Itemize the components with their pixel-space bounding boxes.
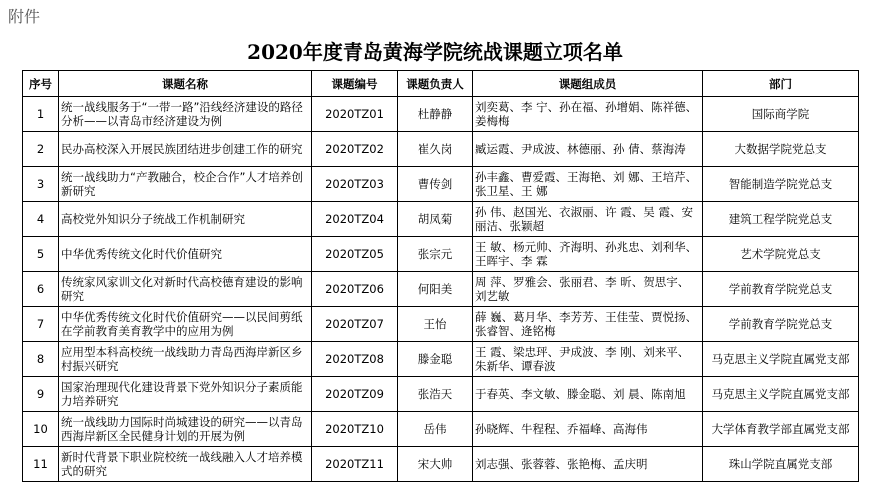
table-row <box>23 342 859 377</box>
cell-project-code: 2020TZ09 <box>312 377 398 412</box>
cell-project-name: 国家治理现代化建设背景下党外知识分子素质能力培养研究 <box>59 377 312 412</box>
header-project-code: 课题编号 <box>312 71 398 97</box>
cell-leader: 杜静静 <box>398 97 473 132</box>
table-row <box>23 377 859 412</box>
cell-project-name: 中华优秀传统文化时代价值研究 <box>59 237 312 272</box>
cell-members: 孙 伟、赵国光、衣淑丽、许 霞、吴 霞、安丽洁、张颖超 <box>473 202 703 237</box>
page-title: 2020年度青岛黄海学院统战课题立项名单 <box>247 40 623 64</box>
cell-project-name: 民办高校深入开展民族团结进步创建工作的研究 <box>59 132 312 167</box>
cell-project-name: 统一战线助力国际时尚城建设的研究——以青岛西海岸新区全民健身计划的开展为例 <box>59 412 312 447</box>
cell-members: 周 萍、罗雅会、张丽君、李 昕、贺思宇、刘艺敏 <box>473 272 703 307</box>
cell-members: 王 敏、杨元帅、齐海明、孙兆忠、刘利华、王晖宇、李 霖 <box>473 237 703 272</box>
cell-number: 10 <box>23 412 59 447</box>
cell-project-code: 2020TZ04 <box>312 202 398 237</box>
cell-number: 8 <box>23 342 59 377</box>
cell-number: 9 <box>23 377 59 412</box>
cell-project-name: 统一战线助力“产教融合，校企合作”人才培养创新研究 <box>59 167 312 202</box>
cell-leader: 滕金聪 <box>398 342 473 377</box>
table-header-row <box>23 71 859 97</box>
cell-leader: 何阳美 <box>398 272 473 307</box>
cell-leader: 岳伟 <box>398 412 473 447</box>
cell-department: 建筑工程学院党总支 <box>703 202 859 237</box>
cell-members: 于春英、李文敏、滕金聪、刘 晨、陈南旭 <box>473 377 703 412</box>
header-leader: 课题负责人 <box>398 71 473 97</box>
cell-department: 国际商学院 <box>703 97 859 132</box>
header-number: 序号 <box>23 71 59 97</box>
cell-department: 珠山学院直属党支部 <box>703 447 859 482</box>
cell-department: 马克思主义学院直属党支部 <box>703 377 859 412</box>
cell-department: 智能制造学院党总支 <box>703 167 859 202</box>
cell-number: 4 <box>23 202 59 237</box>
cell-project-code: 2020TZ07 <box>312 307 398 342</box>
cell-project-code: 2020TZ02 <box>312 132 398 167</box>
table-row <box>23 97 859 132</box>
cell-project-code: 2020TZ11 <box>312 447 398 482</box>
cell-department: 学前教育学院党总支 <box>703 307 859 342</box>
project-table <box>22 70 859 482</box>
table-row <box>23 447 859 482</box>
cell-project-name: 中华优秀传统文化时代价值研究——以民间剪纸在学前教育美育教学中的应用为例 <box>59 307 312 342</box>
header-department: 部门 <box>703 71 859 97</box>
cell-number: 6 <box>23 272 59 307</box>
cell-department: 艺术学院党总支 <box>703 237 859 272</box>
cell-leader: 张宗元 <box>398 237 473 272</box>
cell-project-code: 2020TZ05 <box>312 237 398 272</box>
cell-project-name: 新时代背景下职业院校统一战线融入人才培养模式的研究 <box>59 447 312 482</box>
table-row <box>23 202 859 237</box>
cell-members: 孙晓辉、牛程程、乔福峰、高海伟 <box>473 412 703 447</box>
cell-number: 11 <box>23 447 59 482</box>
cell-members: 孙丰鑫、曹爱霞、王海艳、刘 娜、王培芹、张卫星、王 娜 <box>473 167 703 202</box>
table-row <box>23 412 859 447</box>
cell-leader: 宋大帅 <box>398 447 473 482</box>
table-row <box>23 132 859 167</box>
cell-members: 薛 巍、葛月华、李芳芳、王佳莹、贾悦扬、张睿智、逄铭梅 <box>473 307 703 342</box>
table-row <box>23 307 859 342</box>
cell-project-name: 统一战线服务于“一带一路”沿线经济建设的路径分析——以青岛市经济建设为例 <box>59 97 312 132</box>
cell-department: 大学体育教学部直属党支部 <box>703 412 859 447</box>
cell-project-code: 2020TZ06 <box>312 272 398 307</box>
cell-number: 2 <box>23 132 59 167</box>
cell-project-name: 高校党外知识分子统战工作机制研究 <box>59 202 312 237</box>
cell-department: 马克思主义学院直属党支部 <box>703 342 859 377</box>
cell-members: 王 霞、梁忠玶、尹成波、李 刚、刘来平、朱新华、谭春波 <box>473 342 703 377</box>
table-row <box>23 237 859 272</box>
cell-project-code: 2020TZ01 <box>312 97 398 132</box>
table-body <box>23 97 859 482</box>
header-members: 课题组成员 <box>473 71 703 97</box>
cell-leader: 王怡 <box>398 307 473 342</box>
cell-members: 刘志强、张蓉蓉、张艳梅、孟庆明 <box>473 447 703 482</box>
header-project-name: 课题名称 <box>59 71 312 97</box>
cell-number: 7 <box>23 307 59 342</box>
cell-number: 5 <box>23 237 59 272</box>
cell-leader: 胡凤菊 <box>398 202 473 237</box>
cell-members: 刘奕葛、李 宁、孙在福、孙增娟、陈祥德、姜梅梅 <box>473 97 703 132</box>
cell-members: 臧运霞、尹成波、林德丽、孙 倩、蔡海涛 <box>473 132 703 167</box>
cell-number: 1 <box>23 97 59 132</box>
cell-project-code: 2020TZ10 <box>312 412 398 447</box>
cell-project-code: 2020TZ03 <box>312 167 398 202</box>
cell-leader: 曹传剑 <box>398 167 473 202</box>
cell-project-name: 传统家风家训文化对新时代高校德育建设的影响研究 <box>59 272 312 307</box>
cell-leader: 崔久岗 <box>398 132 473 167</box>
attachment-label: 附件 <box>8 7 41 26</box>
table-row <box>23 272 859 307</box>
cell-project-code: 2020TZ08 <box>312 342 398 377</box>
cell-project-name: 应用型本科高校统一战线助力青岛西海岸新区乡村振兴研究 <box>59 342 312 377</box>
cell-department: 学前教育学院党总支 <box>703 272 859 307</box>
cell-department: 大数据学院党总支 <box>703 132 859 167</box>
cell-number: 3 <box>23 167 59 202</box>
table-row <box>23 167 859 202</box>
cell-leader: 张浩天 <box>398 377 473 412</box>
